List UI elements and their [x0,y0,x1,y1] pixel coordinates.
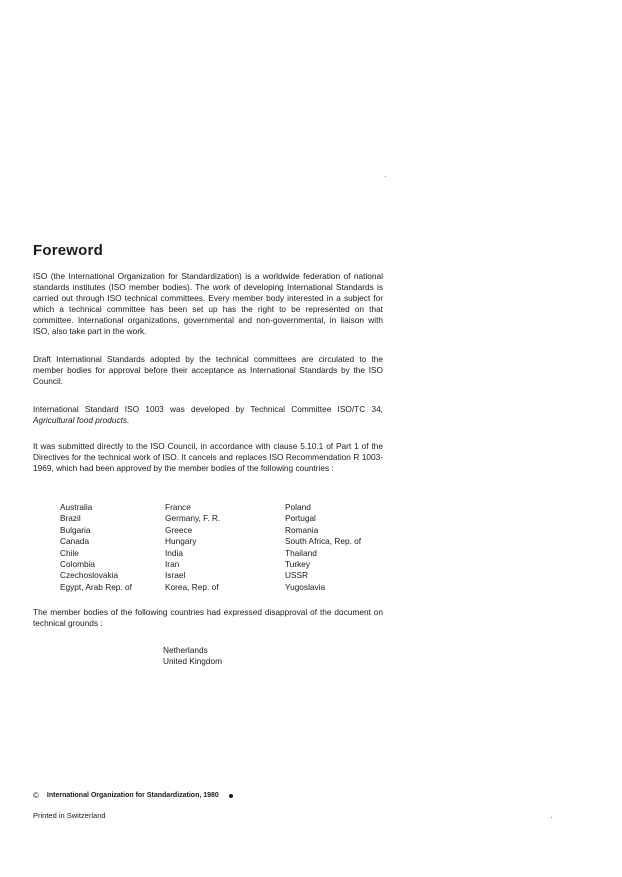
bullet-icon [229,794,233,798]
paragraph-submission: It was submitted directly to the ISO Council, in accordance with clause 5.10.1 of Part 1 of the Directives for the technical work of ISO. It cancels and replaces ISO Recommendation R 1003-1969, which had been approved by the member bodies of the following countries : [33,441,383,473]
approving-countries-list [60,502,390,593]
country-name: Portugal [285,513,316,524]
disapproving-countries-list [163,645,222,668]
country-name: USSR [285,570,309,581]
country-name: Korea, Rep. of [165,581,219,592]
country-name: Hungary [165,536,197,547]
country-name: France [165,502,191,512]
country-name: Chile [60,547,79,558]
paragraph-iso-intro: ISO (the International Organization for Standardization) is a worldwide federation of national standards institutes (ISO member bodies). The work of developing International Standards is carried out through ISO technical committees. Every member body interested in a subject for which a technical committee has been set up has the right to be represented on that committee. International organizations, governmental and non-governmental, in liaison with ISO, also take part in the work. [33,271,383,336]
country-name: Brazil [60,513,81,524]
copyright-notice [33,791,233,800]
country-name: Czechoslovakia [60,570,119,581]
country-name: Israel [165,570,186,581]
paragraph-disapproval: The member bodies of the following countries had expressed disapproval of the document on technical grounds : [33,607,383,628]
committee-title: Agricultural food products. [33,415,130,425]
country-name: Romania [285,524,319,535]
paragraph-draft-standards: Draft International Standards adopted by the technical committees are circulated to the member bodies for approval before their acceptance as International Standards by the ISO Council. [33,354,383,386]
copyright-icon: © [33,791,39,800]
country-name: Netherlands [163,645,208,655]
country-name: Greece [165,524,193,535]
country-name: Poland [285,502,311,512]
country-name: United Kingdom [163,656,223,667]
country-name: Canada [60,536,90,547]
country-name: Thailand [285,547,317,558]
printed-location: Printed in Switzerland [33,811,106,820]
country-name: Colombia [60,558,96,569]
country-name: India [165,547,183,558]
country-name: Turkey [285,558,311,569]
scan-speck [551,817,552,818]
country-name: Egypt, Arab Rep. of [60,581,132,592]
paragraph-development [33,404,383,426]
country-name: Yugoslavia [285,581,326,592]
page-title: Foreword [33,242,103,259]
country-name: Iran [165,558,180,569]
copyright-text: International Organization for Standardization, 1980 [46,792,219,799]
country-name: Bulgaria [60,524,91,535]
scan-speck [385,176,386,177]
country-name: Germany, F. R. [165,513,221,524]
country-name: Australia [60,502,93,512]
country-name: South Africa, Rep. of [285,536,362,547]
development-text: International Standard ISO 1003 was developed by Technical Committee ISO/TC 34, [33,404,383,414]
